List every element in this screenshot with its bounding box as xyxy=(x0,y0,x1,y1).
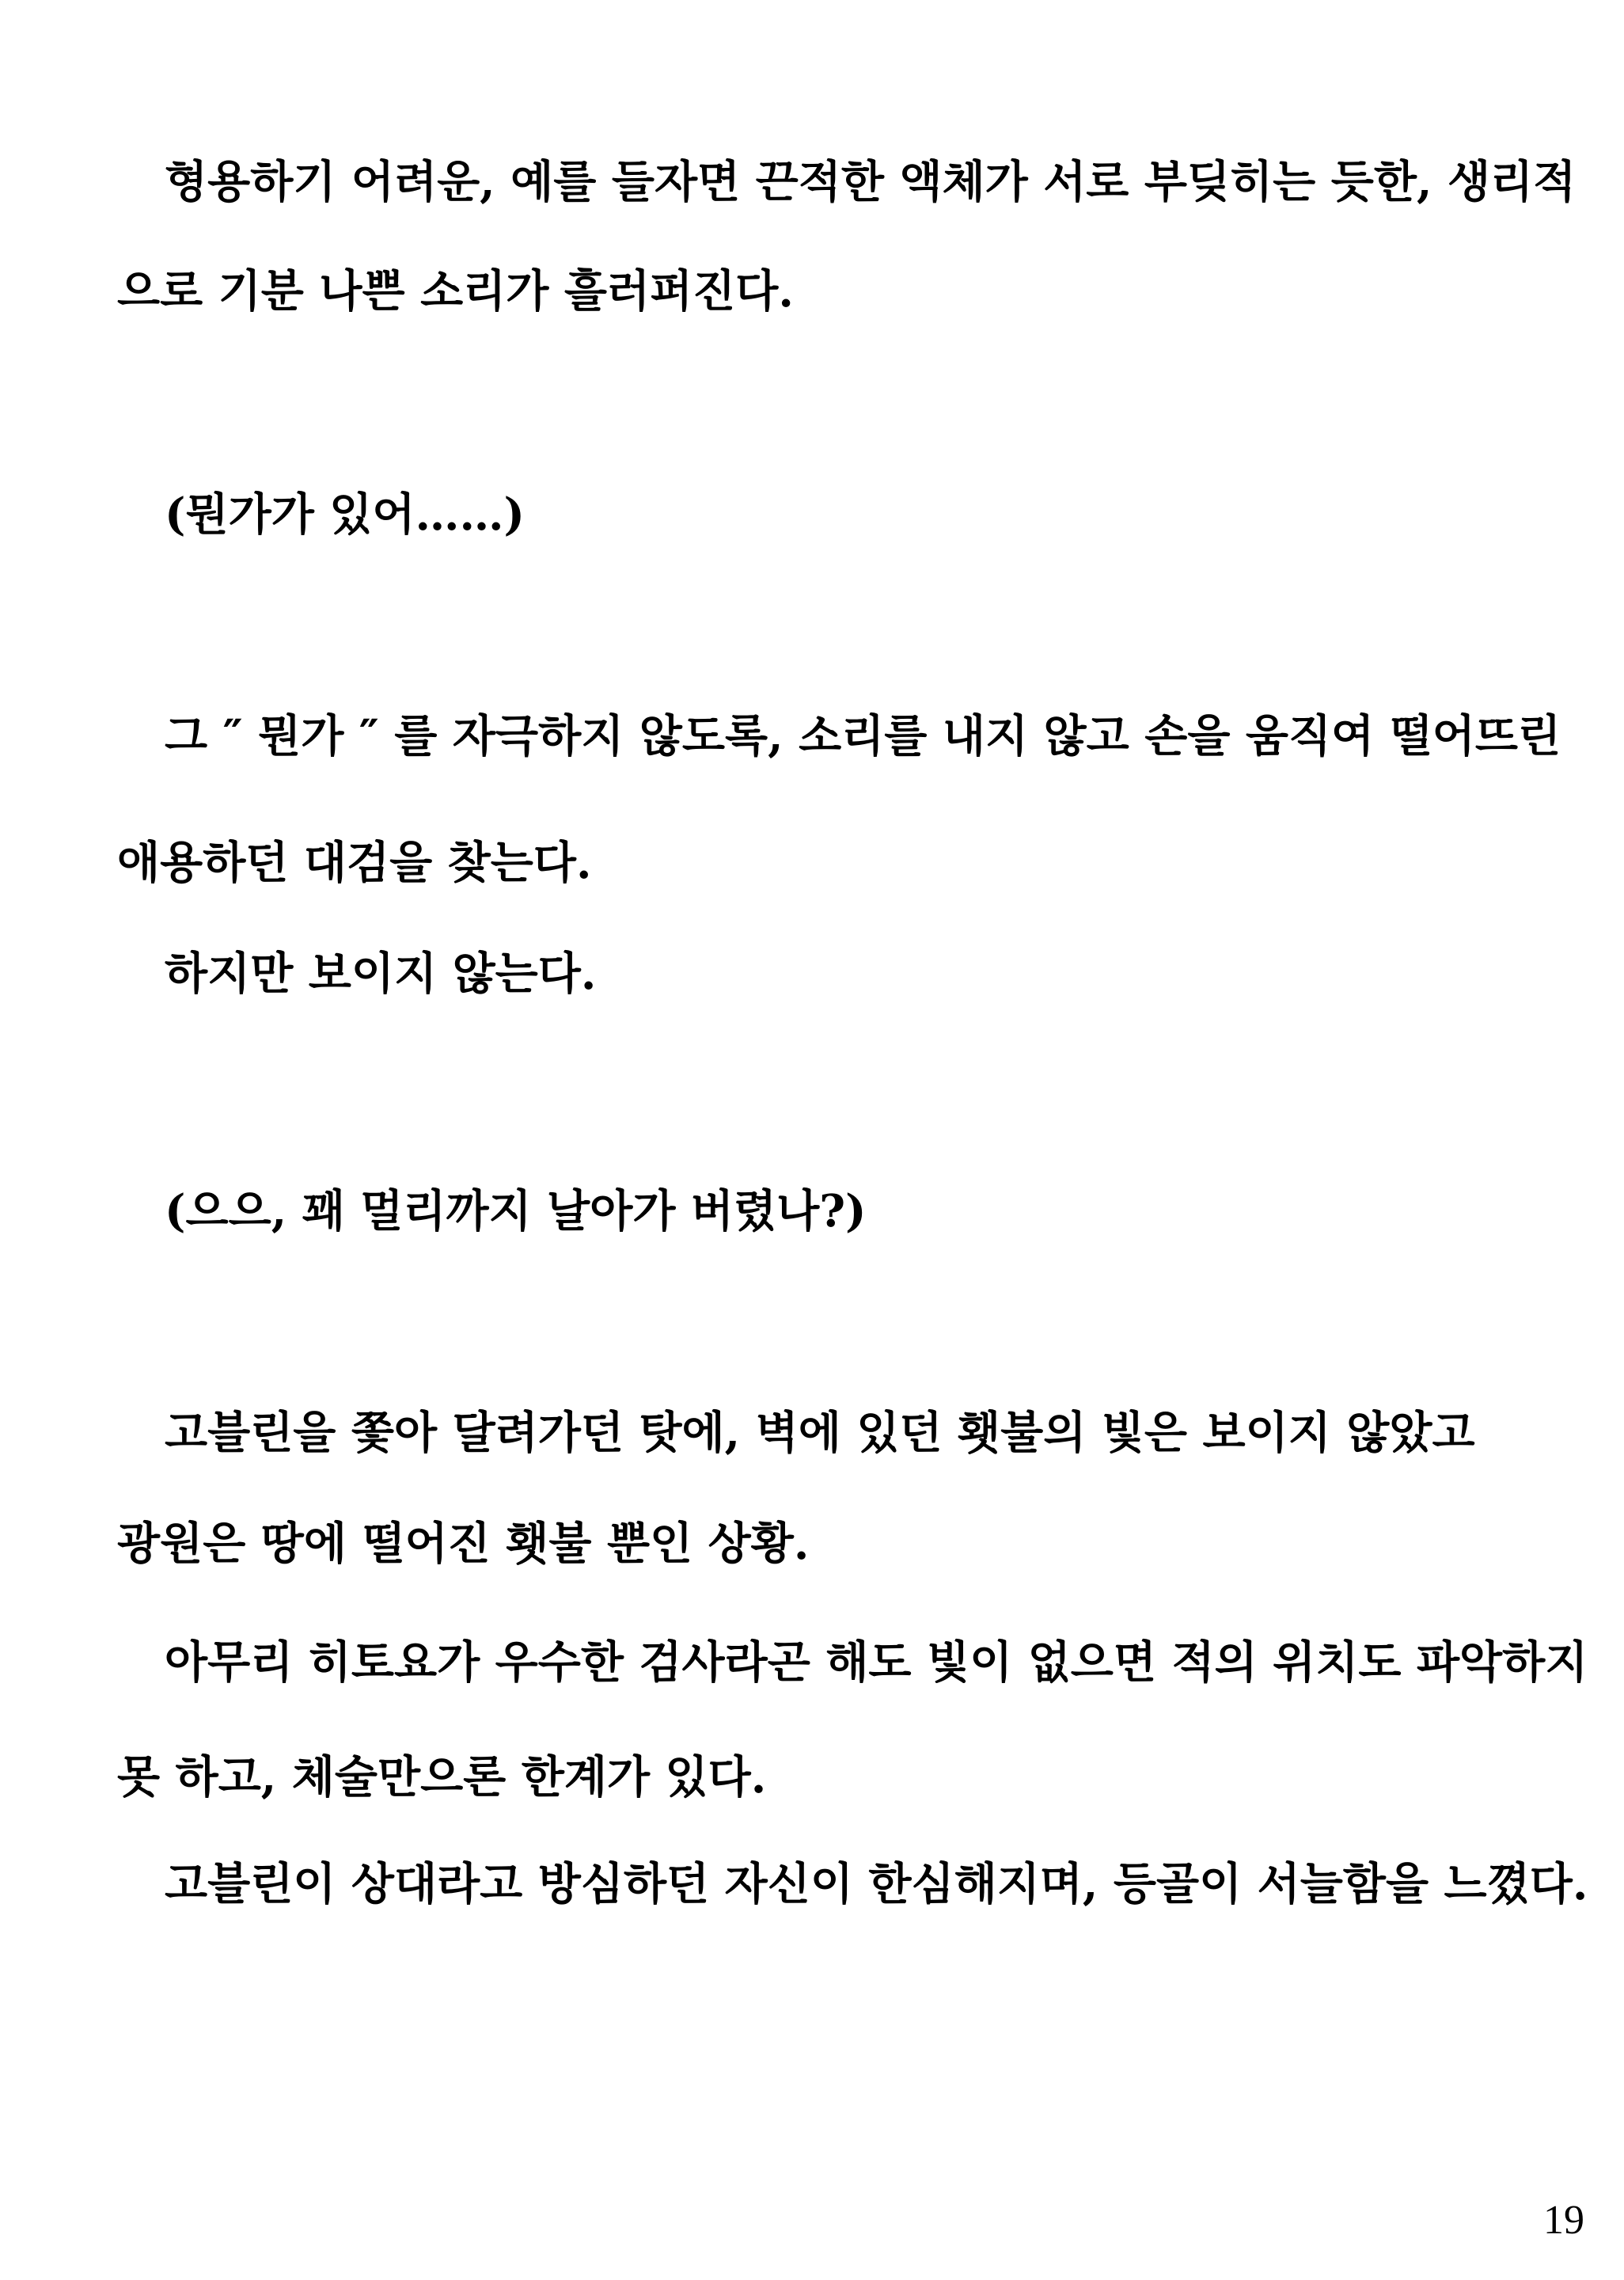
text-line-10: 아무리 히토요가 우수한 검사라곤 해도 빛이 없으면 적의 위치도 파악하지 xyxy=(165,1636,1588,1689)
text-line-3: (뭔가가 있어……) xyxy=(165,488,525,541)
text-line-6: 하지만 보이지 않는다. xyxy=(165,948,597,1000)
text-line-12: 고블린이 상대라고 방심하던 자신이 한심해지며, 등골이 서늘함을 느꼈다. xyxy=(165,1858,1588,1910)
text-line-5: 애용하던 대검을 찾는다. xyxy=(117,837,592,889)
text-line-1: 형용하기 어려운, 예를 들자면 끈적한 액체가 서로 부딪히는 듯한, 생리적 xyxy=(165,156,1577,208)
text-line-11: 못 하고, 체술만으론 한계가 있다. xyxy=(117,1751,767,1803)
text-line-7: (으으, 꽤 멀리까지 날아가 버렸나?) xyxy=(165,1185,867,1237)
text-line-2: 으로 기분 나쁜 소리가 흘러퍼진다. xyxy=(117,265,794,317)
text-line-4: 그 ″ 뭔가 ″ 를 자극하지 않도록, 소리를 내지 않고 손을 움직여 떨어뜨린 xyxy=(165,710,1561,762)
page-number: 19 xyxy=(1543,2198,1584,2243)
text-line-9: 광원은 땅에 떨어진 횃불 뿐인 상황. xyxy=(117,1518,810,1570)
text-line-8: 고블린을 쫓아 달려가던 탓에, 벽에 있던 횃불의 빛은 보이지 않았고 xyxy=(165,1407,1475,1459)
